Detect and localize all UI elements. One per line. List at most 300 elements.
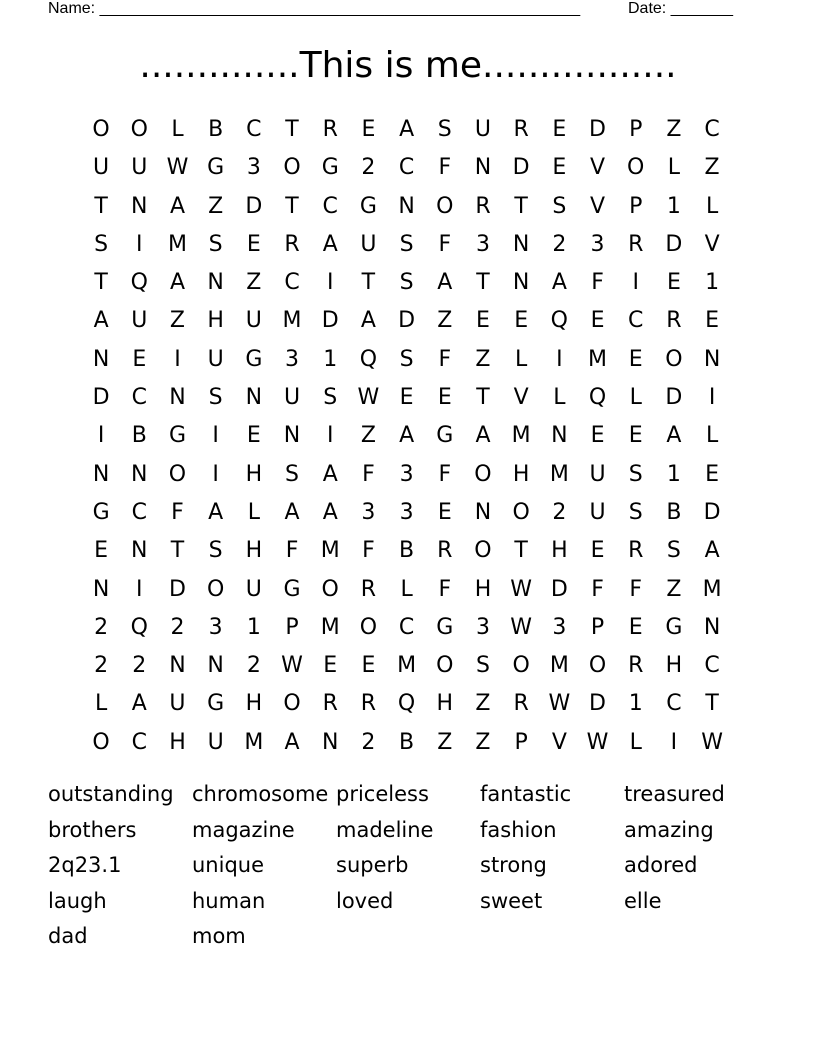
grid-letter: T bbox=[285, 117, 299, 142]
grid-letter: R bbox=[513, 691, 529, 717]
grid-letter: B bbox=[131, 423, 147, 449]
grid-letter: O bbox=[92, 117, 110, 142]
grid-letter: I bbox=[97, 423, 105, 449]
grid-letter: F bbox=[438, 346, 452, 372]
grid-letter: V bbox=[513, 385, 529, 411]
grid-letter: F bbox=[362, 538, 375, 564]
grid-letter: Q bbox=[397, 691, 416, 717]
grid-letter: N bbox=[131, 461, 148, 487]
word-list-item: priceless bbox=[336, 782, 429, 806]
grid-letter: F bbox=[438, 576, 452, 602]
grid-letter: 3 bbox=[208, 614, 223, 640]
grid-letter: I bbox=[708, 385, 716, 411]
grid-letter: G bbox=[665, 614, 683, 640]
grid-letter: A bbox=[475, 423, 491, 449]
word-list-item: fashion bbox=[480, 817, 557, 842]
word-list-item: chromosome bbox=[192, 782, 329, 806]
grid-letter: L bbox=[705, 423, 719, 449]
grid-letter: W bbox=[357, 385, 380, 411]
word-list-item: loved bbox=[336, 888, 394, 913]
grid-letter: S bbox=[399, 346, 414, 372]
grid-letter: E bbox=[361, 117, 376, 142]
grid-letter: N bbox=[207, 270, 224, 296]
grid-letter: H bbox=[169, 729, 186, 755]
grid-letter: A bbox=[169, 270, 185, 296]
grid-letter: E bbox=[437, 385, 452, 411]
grid-letter: M bbox=[549, 461, 569, 487]
grid-letter: V bbox=[551, 729, 567, 755]
grid-letter: H bbox=[245, 691, 263, 717]
grid-letter: M bbox=[588, 346, 608, 372]
grid-letter: I bbox=[174, 346, 181, 372]
word-list-item: superb bbox=[336, 853, 409, 877]
grid-letter: M bbox=[320, 538, 340, 564]
grid-letter: L bbox=[629, 729, 642, 755]
grid-letter: O bbox=[512, 653, 530, 679]
grid-letter: O bbox=[512, 499, 530, 525]
grid-letter: R bbox=[437, 538, 453, 564]
grid-letter: U bbox=[589, 499, 606, 525]
grid-letter: I bbox=[326, 270, 334, 296]
grid-letter: P bbox=[590, 614, 605, 640]
grid-letter: S bbox=[475, 653, 490, 679]
page-title: ..............This is me................. bbox=[139, 45, 677, 86]
grid-letter: R bbox=[322, 691, 338, 717]
grid-letter: A bbox=[551, 270, 567, 296]
grid-letter: D bbox=[168, 576, 186, 602]
grid-letter: 3 bbox=[552, 614, 567, 640]
grid-letter: N bbox=[551, 423, 568, 449]
grid-letter: C bbox=[704, 653, 720, 679]
word-list bbox=[48, 777, 768, 955]
grid-letter: 3 bbox=[590, 231, 605, 257]
grid-letter: L bbox=[400, 576, 413, 602]
grid-letter: I bbox=[632, 270, 639, 296]
word-list-item: brothers bbox=[48, 817, 137, 842]
word-list-item: amazing bbox=[624, 817, 714, 842]
grid-letter: E bbox=[705, 461, 720, 487]
grid-letter: 3 bbox=[399, 499, 414, 525]
grid-letter: A bbox=[704, 538, 720, 564]
grid-letter: B bbox=[666, 499, 682, 525]
grid-letter: M bbox=[511, 423, 531, 449]
word-list-item: 2q23.1 bbox=[48, 853, 122, 877]
grid-letter: V bbox=[590, 193, 606, 219]
grid-letter: O bbox=[588, 653, 607, 679]
grid-letter: O bbox=[436, 193, 454, 219]
grid-letter: R bbox=[284, 231, 300, 257]
grid-letter: R bbox=[666, 308, 682, 334]
grid-letter: G bbox=[283, 576, 301, 602]
grid-letter: H bbox=[245, 461, 263, 487]
grid-letter: T bbox=[514, 538, 528, 564]
grid-letter: R bbox=[628, 538, 644, 564]
grid-letter: E bbox=[132, 346, 147, 372]
grid-letter: N bbox=[92, 576, 110, 602]
grid-letter: L bbox=[247, 499, 260, 525]
grid-letter: C bbox=[704, 117, 720, 142]
grid-letter: Z bbox=[437, 729, 453, 755]
grid-letter: G bbox=[436, 423, 454, 449]
grid-letter: A bbox=[666, 423, 682, 449]
grid-letter: A bbox=[284, 729, 300, 755]
grid-letter: G bbox=[245, 346, 263, 372]
grid-letter: O bbox=[665, 346, 683, 372]
grid-letter: R bbox=[360, 576, 377, 602]
grid-letter: F bbox=[285, 538, 299, 564]
grid-letter: R bbox=[360, 691, 377, 717]
grid-letter: D bbox=[92, 385, 110, 411]
grid-letter: S bbox=[399, 270, 414, 296]
grid-letter: I bbox=[326, 423, 334, 449]
word-list-item: human bbox=[192, 888, 266, 913]
grid-letter: Z bbox=[704, 155, 720, 181]
grid-letter: C bbox=[246, 117, 262, 142]
grid-letter: A bbox=[284, 499, 300, 525]
grid-letter: U bbox=[245, 576, 262, 602]
grid-letter: O bbox=[359, 614, 378, 640]
grid-letter: B bbox=[399, 729, 415, 755]
grid-letter: S bbox=[208, 231, 223, 257]
grid-letter: S bbox=[399, 231, 414, 257]
grid-letter: F bbox=[438, 155, 452, 181]
grid-letter: C bbox=[666, 691, 682, 717]
grid-letter: D bbox=[398, 308, 416, 334]
grid-letter: W bbox=[548, 691, 571, 717]
grid-letter: O bbox=[92, 729, 110, 755]
grid-letter: S bbox=[208, 538, 223, 564]
grid-letter: C bbox=[284, 270, 300, 296]
grid-letter: 3 bbox=[475, 231, 490, 257]
grid-letter: G bbox=[359, 193, 377, 219]
grid-letter: N bbox=[321, 729, 339, 755]
grid-letter: H bbox=[512, 461, 530, 487]
grid-letter: C bbox=[322, 193, 338, 219]
grid-letter: N bbox=[703, 346, 721, 372]
grid-letter: A bbox=[322, 231, 338, 257]
grid-letter: D bbox=[550, 576, 568, 602]
word-list-item: dad bbox=[48, 924, 88, 948]
grid-letter: E bbox=[514, 308, 529, 334]
name-field-label: Name: ______________________________________________________ bbox=[48, 0, 581, 17]
grid-letter: H bbox=[665, 653, 683, 679]
grid-letter: T bbox=[94, 193, 108, 219]
word-list-item: sweet bbox=[480, 888, 543, 913]
grid-letter: 3 bbox=[246, 155, 261, 181]
grid-letter: E bbox=[323, 653, 338, 679]
grid-letter: A bbox=[322, 461, 338, 487]
grid-letter: U bbox=[245, 308, 262, 334]
grid-letter: E bbox=[246, 423, 261, 449]
grid-letter: A bbox=[437, 270, 453, 296]
grid-letter: N bbox=[512, 270, 530, 296]
grid-letter: Q bbox=[130, 270, 148, 296]
grid-letter: R bbox=[475, 193, 491, 219]
grid-letter: 2 bbox=[94, 653, 109, 679]
grid-letter: M bbox=[167, 231, 187, 257]
grid-letter: N bbox=[169, 653, 186, 679]
grid-letter: D bbox=[245, 193, 263, 219]
grid-letter: A bbox=[360, 308, 376, 334]
grid-letter: F bbox=[591, 270, 604, 296]
grid-letter: F bbox=[591, 576, 604, 602]
grid-letter: H bbox=[436, 691, 454, 717]
grid-letter: H bbox=[551, 538, 568, 564]
grid-letter: W bbox=[510, 576, 533, 602]
grid-letter: I bbox=[556, 346, 563, 372]
grid-letter: 1 bbox=[666, 461, 681, 487]
grid-letter: Z bbox=[666, 117, 682, 142]
grid-letter: H bbox=[207, 308, 224, 334]
grid-letter: U bbox=[589, 461, 606, 487]
grid-letter: N bbox=[474, 155, 492, 181]
grid-letter: C bbox=[131, 385, 147, 411]
grid-letter: G bbox=[168, 423, 186, 449]
grid-letter: Z bbox=[169, 308, 185, 334]
grid-letter: E bbox=[705, 308, 720, 334]
grid-letter: S bbox=[666, 538, 681, 564]
grid-letter: A bbox=[131, 691, 147, 717]
grid-letter: C bbox=[628, 308, 644, 334]
grid-letter: M bbox=[282, 308, 302, 334]
grid-letter: C bbox=[131, 729, 147, 755]
grid-letter: G bbox=[436, 614, 454, 640]
grid-letter: S bbox=[285, 461, 300, 487]
grid-letter: L bbox=[667, 155, 681, 181]
grid-letter: E bbox=[399, 385, 414, 411]
grid-letter: 2 bbox=[361, 155, 376, 181]
grid-letter: H bbox=[474, 576, 492, 602]
grid-letter: E bbox=[552, 155, 567, 181]
grid-letter: O bbox=[627, 155, 645, 181]
grid-letter: E bbox=[628, 346, 643, 372]
grid-letter: B bbox=[208, 117, 224, 142]
grid-letter: N bbox=[207, 653, 224, 679]
grid-letter: 2 bbox=[552, 231, 567, 257]
grid-letter: Z bbox=[360, 423, 376, 449]
word-list-item: elle bbox=[624, 888, 662, 913]
grid-letter: S bbox=[552, 193, 567, 219]
grid-letter: E bbox=[476, 308, 490, 334]
grid-letter: G bbox=[207, 155, 225, 181]
grid-letter: C bbox=[131, 499, 147, 525]
grid-letter: P bbox=[514, 729, 528, 755]
word-list-item: madeline bbox=[336, 817, 434, 842]
grid-letter: I bbox=[136, 576, 143, 602]
grid-letter: A bbox=[322, 499, 338, 525]
grid-letter: 2 bbox=[361, 729, 376, 755]
grid-letter: T bbox=[361, 270, 376, 296]
grid-letter: E bbox=[552, 117, 567, 142]
grid-letter: 1 bbox=[705, 270, 720, 296]
word-list-item: fantastic bbox=[480, 782, 572, 806]
grid-letter: Z bbox=[437, 308, 453, 334]
grid-letter: Z bbox=[475, 346, 491, 372]
grid-letter: N bbox=[703, 614, 721, 640]
word-search-grid bbox=[82, 111, 731, 762]
grid-letter: W bbox=[166, 155, 189, 181]
grid-letter: O bbox=[283, 155, 301, 181]
grid-letter: W bbox=[701, 729, 723, 755]
grid-letter: V bbox=[704, 231, 720, 257]
grid-letter: G bbox=[321, 155, 339, 181]
grid-letter: P bbox=[629, 117, 643, 142]
grid-letter: D bbox=[321, 308, 339, 334]
grid-letter: M bbox=[549, 653, 569, 679]
grid-letter: Q bbox=[550, 308, 568, 334]
grid-letter: 1 bbox=[628, 691, 643, 717]
word-list-item: adored bbox=[624, 853, 698, 877]
grid-letter: A bbox=[169, 193, 185, 219]
grid-letter: U bbox=[131, 155, 148, 181]
grid-letter: S bbox=[628, 461, 643, 487]
grid-letter: E bbox=[246, 231, 261, 257]
grid-letter: S bbox=[323, 385, 338, 411]
grid-letter: E bbox=[361, 653, 376, 679]
grid-letter: R bbox=[628, 653, 644, 679]
word-list-item: strong bbox=[480, 853, 547, 877]
grid-letter: F bbox=[438, 461, 452, 487]
grid-letter: 3 bbox=[285, 346, 300, 372]
grid-letter: W bbox=[510, 614, 533, 640]
word-list-item: treasured bbox=[624, 782, 725, 806]
grid-letter: 3 bbox=[361, 499, 376, 525]
grid-letter: E bbox=[590, 538, 605, 564]
grid-letter: U bbox=[131, 308, 148, 334]
grid-letter: N bbox=[169, 385, 186, 411]
grid-letter: N bbox=[398, 193, 415, 219]
grid-letter: S bbox=[437, 117, 452, 142]
grid-letter: P bbox=[285, 614, 299, 640]
word-list-item: magazine bbox=[192, 817, 295, 842]
grid-letter: C bbox=[398, 614, 415, 640]
grid-letter: M bbox=[244, 729, 264, 755]
grid-letter: U bbox=[207, 346, 224, 372]
grid-letter: I bbox=[136, 231, 143, 257]
grid-letter: O bbox=[321, 576, 339, 602]
grid-letter: D bbox=[589, 117, 606, 142]
grid-letter: D bbox=[665, 385, 683, 411]
grid-letter: N bbox=[512, 231, 530, 257]
grid-letter: Z bbox=[475, 729, 491, 755]
grid-letter: O bbox=[474, 538, 492, 564]
grid-letter: F bbox=[171, 499, 184, 525]
grid-letter: D bbox=[589, 691, 606, 717]
grid-letter: S bbox=[628, 499, 643, 525]
grid-letter: M bbox=[397, 653, 417, 679]
grid-letter: Q bbox=[359, 346, 378, 372]
grid-letter: Q bbox=[588, 385, 607, 411]
grid-letter: N bbox=[283, 423, 301, 449]
grid-letter: 3 bbox=[475, 614, 490, 640]
grid-letter: E bbox=[590, 308, 605, 334]
grid-letter: R bbox=[322, 117, 338, 142]
date-field-label: Date: _______ bbox=[628, 0, 733, 17]
grid-letter: T bbox=[94, 270, 108, 296]
grid-letter: O bbox=[474, 461, 492, 487]
grid-letter: T bbox=[514, 193, 528, 219]
grid-letter: 2 bbox=[552, 499, 567, 525]
grid-letter: I bbox=[212, 423, 219, 449]
grid-letter: L bbox=[705, 193, 719, 219]
word-list-item: unique bbox=[192, 853, 265, 877]
grid-letter: O bbox=[130, 117, 148, 142]
grid-letter: O bbox=[206, 576, 225, 602]
grid-letter: S bbox=[94, 231, 109, 257]
grid-letter: M bbox=[702, 576, 722, 602]
grid-letter: Q bbox=[130, 614, 148, 640]
grid-letter: E bbox=[628, 614, 643, 640]
grid-letter: M bbox=[320, 614, 340, 640]
grid-letter: N bbox=[92, 461, 110, 487]
grid-letter: F bbox=[629, 576, 643, 602]
grid-letter: 3 bbox=[399, 461, 414, 487]
grid-letter: U bbox=[169, 691, 186, 717]
grid-letter: L bbox=[171, 117, 184, 142]
grid-letter: N bbox=[131, 538, 148, 564]
grid-letter: U bbox=[93, 155, 110, 181]
grid-letter: 1 bbox=[323, 346, 338, 372]
grid-letter: 1 bbox=[666, 193, 681, 219]
grid-letter: D bbox=[703, 499, 721, 525]
grid-letter: L bbox=[94, 691, 108, 717]
grid-letter: F bbox=[362, 461, 375, 487]
grid-letter: E bbox=[628, 423, 643, 449]
grid-letter: A bbox=[399, 423, 415, 449]
grid-letter: A bbox=[208, 499, 224, 525]
grid-letter: U bbox=[283, 385, 301, 411]
grid-letter: N bbox=[474, 499, 492, 525]
grid-letter: G bbox=[207, 691, 225, 717]
grid-letter: 2 bbox=[170, 614, 185, 640]
grid-letter: H bbox=[245, 538, 263, 564]
grid-letter: N bbox=[131, 193, 148, 219]
grid-letter: T bbox=[476, 385, 490, 411]
grid-letter: U bbox=[360, 231, 377, 257]
grid-letter: U bbox=[474, 117, 492, 142]
word-list-item: mom bbox=[192, 924, 246, 948]
grid-letter: E bbox=[437, 499, 452, 525]
grid-letter: D bbox=[512, 155, 530, 181]
grid-letter: O bbox=[436, 653, 454, 679]
grid-letter: F bbox=[438, 231, 452, 257]
grid-letter: I bbox=[670, 729, 678, 755]
grid-letter: Z bbox=[666, 576, 682, 602]
grid-letter: 2 bbox=[132, 653, 147, 679]
grid-letter: W bbox=[281, 653, 303, 679]
grid-letter: W bbox=[586, 729, 609, 755]
grid-letter: A bbox=[93, 308, 109, 334]
grid-letter: N bbox=[92, 346, 110, 372]
grid-letter: L bbox=[515, 346, 528, 372]
grid-letter: T bbox=[705, 691, 719, 717]
grid-letter: E bbox=[666, 270, 681, 296]
grid-letter: R bbox=[513, 117, 529, 142]
grid-letter: S bbox=[208, 385, 223, 411]
grid-letter: 2 bbox=[94, 614, 109, 640]
grid-letter: A bbox=[399, 117, 415, 142]
grid-letter: Z bbox=[246, 270, 262, 296]
grid-letter: R bbox=[628, 231, 644, 257]
grid-letter: D bbox=[665, 231, 683, 257]
grid-letter: N bbox=[245, 385, 263, 411]
grid-letter: E bbox=[590, 423, 605, 449]
grid-letter: L bbox=[553, 385, 566, 411]
grid-letter: E bbox=[94, 538, 109, 564]
grid-letter: L bbox=[629, 385, 642, 411]
grid-letter: C bbox=[398, 155, 415, 181]
grid-letter: 2 bbox=[246, 653, 261, 679]
